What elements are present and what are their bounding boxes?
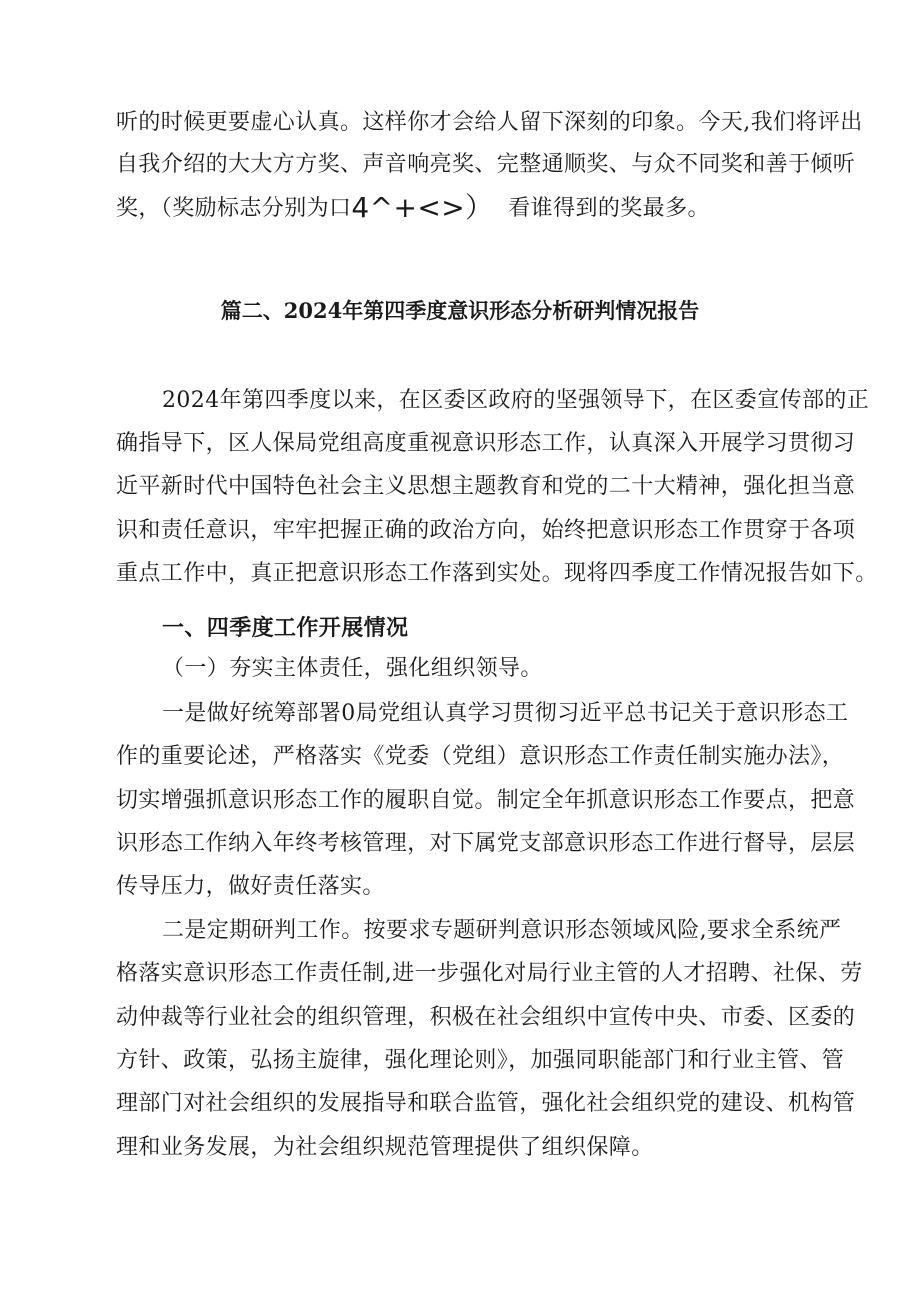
para2-line-1: 一是做好统筹部署0局党组认真学习贯彻习近平总书记关于意识形态工: [162, 701, 849, 726]
para3-line-3: 动仲裁等行业社会的组织管理，积极在社会组织中宣传中央、市委、区委的: [116, 1005, 856, 1030]
para3-line-1: 二是定期研判工作。按要求专题研判意识形态领域风险,要求全系统严: [162, 918, 842, 943]
para2-line-5: 传导压力，做好责任落实。: [116, 874, 385, 899]
para1-line-1: 2024年第四季度以来，在区委区政府的坚强领导下，在区委宣传部的正: [162, 388, 870, 413]
award-symbols: 4^+<>）: [351, 191, 494, 224]
para1-line-3: 近平新时代中国特色社会主义思想主题教育和党的二十大精神，强化担当意: [116, 474, 856, 499]
para1-line-4: 识和责任意识，牢牢把握正确的政治方向，始终把意识形态工作贯穿于各项: [116, 518, 856, 543]
para2-line-2: 作的重要论述，严格落实《党委（党组）意识形态工作责任制实施办法》，: [116, 744, 845, 769]
para2-line-3: 切实增强抓意识形态工作的履职自觉。制定全年抓意识形态工作要点，把意: [116, 788, 856, 813]
section-heading-1: 一、四季度工作开展情况: [162, 615, 409, 641]
intro-line-1: 听的时候更要虚心认真。这样你才会给人留下深刻的印象。今天,我们将评出: [116, 110, 863, 135]
para3-line-4: 方针、政策，弘扬主旋律，强化理论则》，加强同职能部门和行业主管、管: [116, 1048, 845, 1073]
para3-line-6: 理和业务发展，为社会组织规范管理提供了组织保障。: [116, 1135, 654, 1160]
intro-line-3: [116, 193, 710, 224]
subsection-heading-1: （一）夯实主体责任，强化组织领导。: [162, 656, 543, 681]
para2-line-4: 识形态工作纳入年终考核管理，对下属党支部意识形态工作进行督导，层层: [116, 831, 856, 856]
para1-line-5: 重点工作中，真正把意识形态工作落到实处。现将四季度工作情况报告如下。: [116, 561, 878, 586]
para1-line-2: 确指导下，区人保局党组高度重视意识形态工作，认真深入开展学习贯彻习: [116, 431, 856, 456]
intro-line-3-prefix: 奖，（奖励标志分别为口: [116, 196, 352, 221]
para3-line-5: 理部门对社会组织的发展指导和联合监管，强化社会组织党的建设、机构管: [116, 1091, 856, 1116]
article-title: 篇二、2024年第四季度意识形态分析研判情况报告: [220, 298, 700, 323]
intro-line-3-suffix: 看谁得到的奖最多。: [508, 196, 710, 221]
intro-line-2: 自我介绍的大大方方奖、声音响亮奖、完整通顺奖、与众不同奖和善于倾听: [116, 152, 856, 177]
para3-line-2: 格落实意识形态工作责任制,进一步强化对局行业主管的人才招聘、社保、劳: [116, 961, 863, 986]
